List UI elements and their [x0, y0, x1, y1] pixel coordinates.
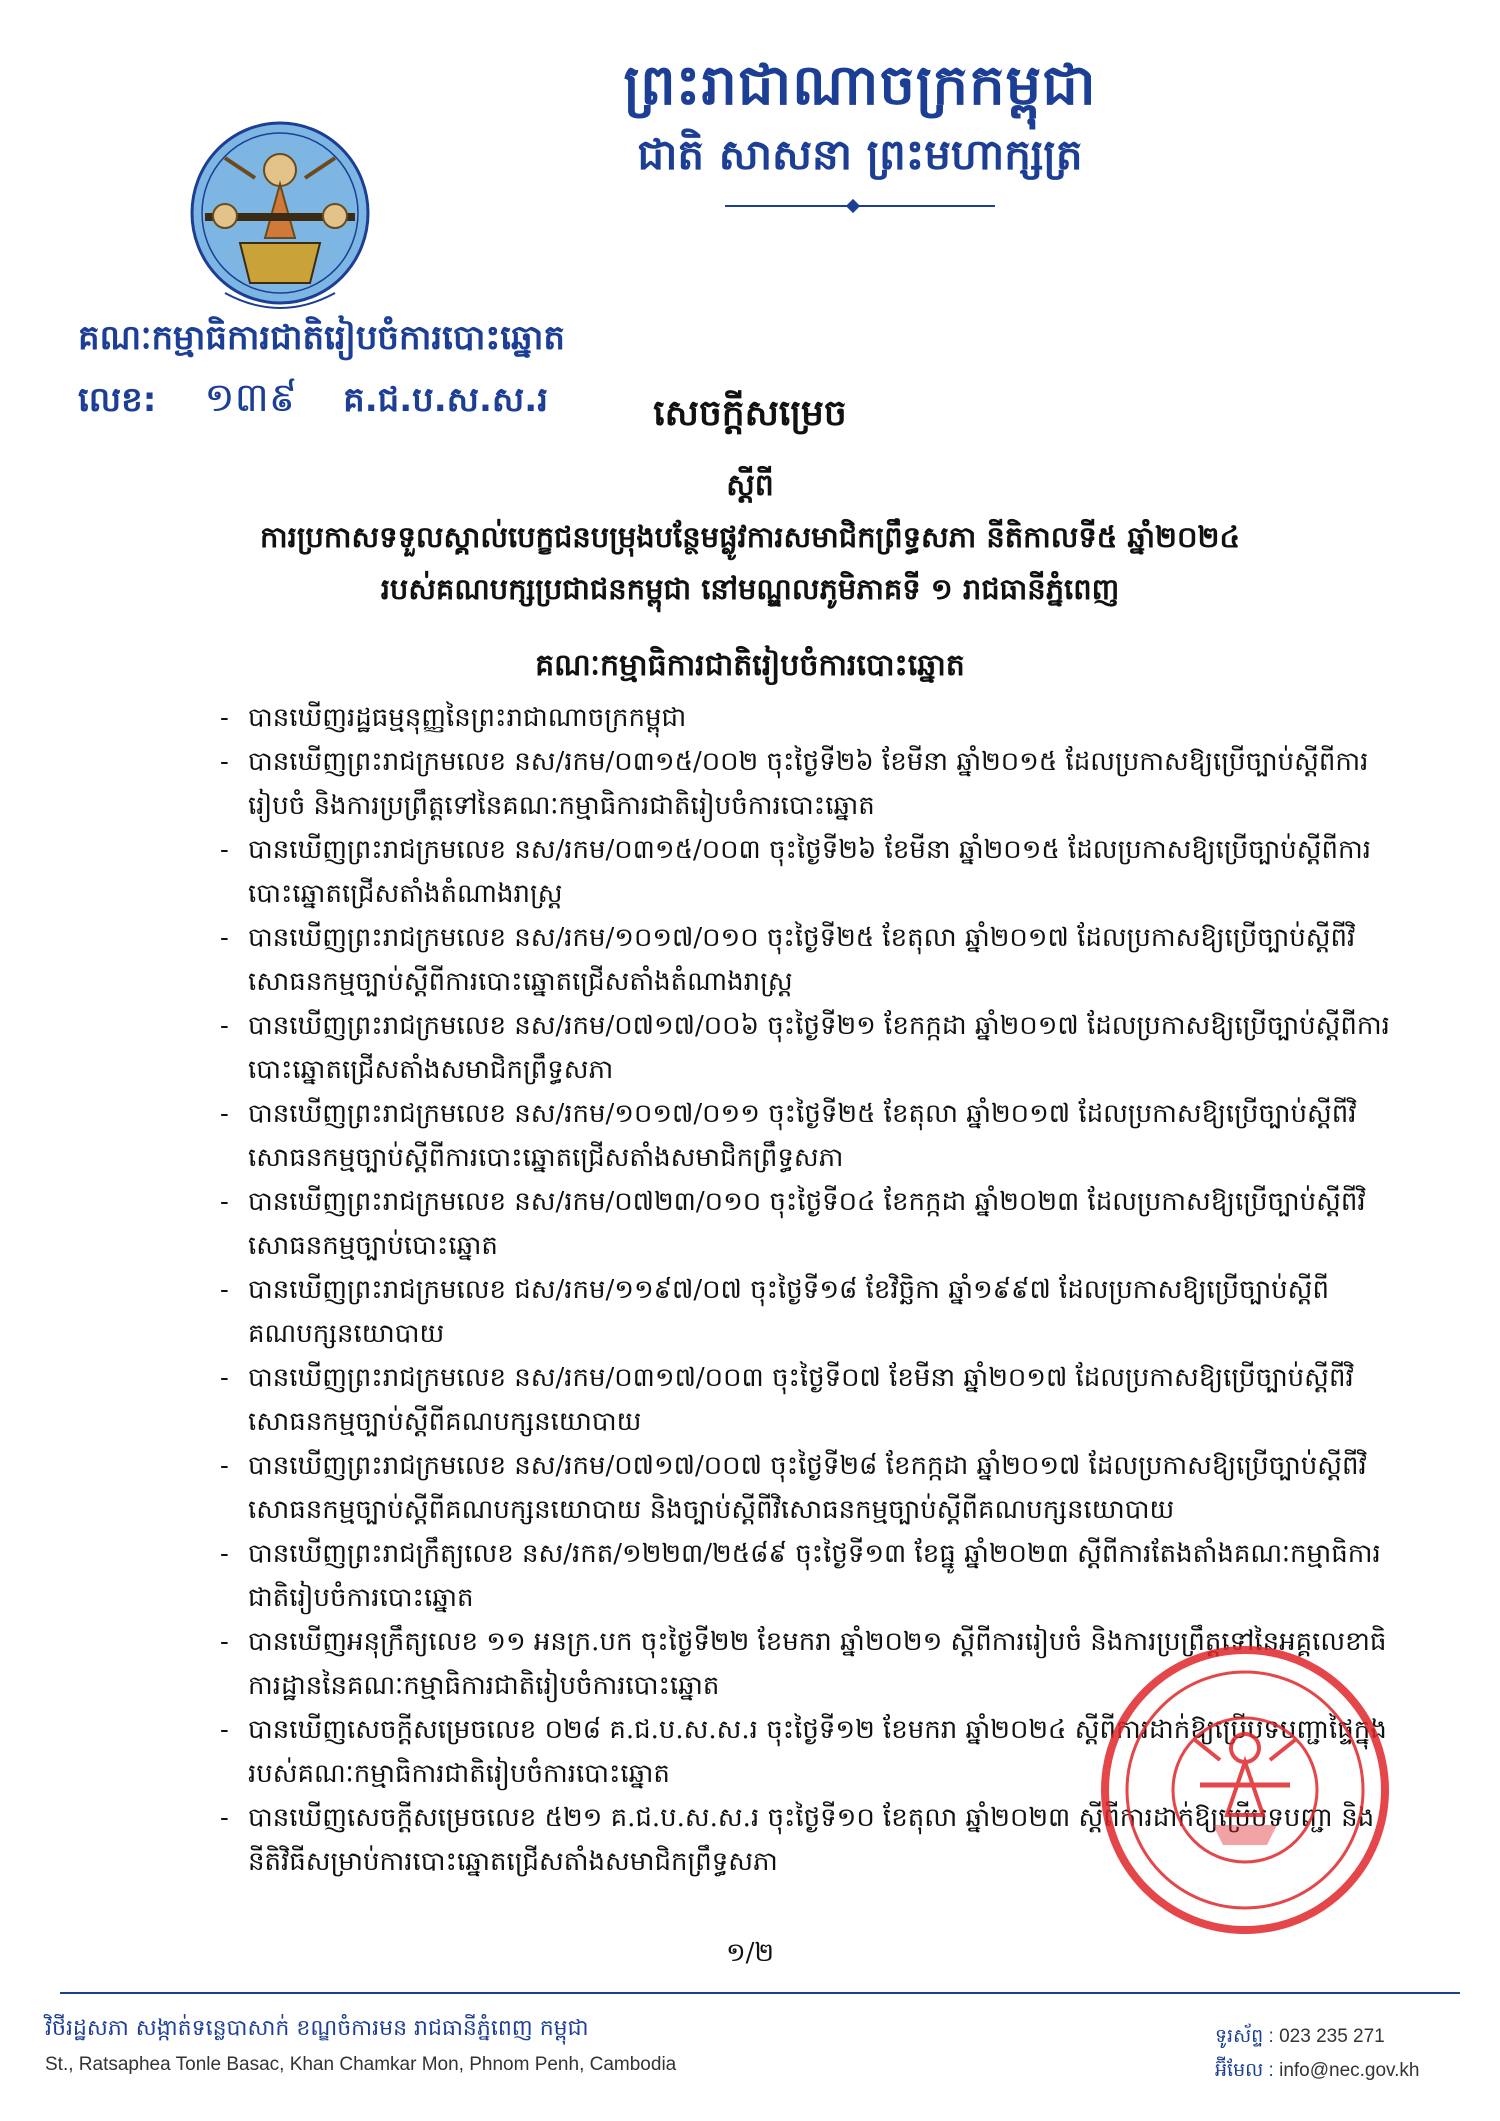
nec-emblem-logo — [185, 118, 375, 328]
list-item: - បានឃើញព្រះរាជក្រមលេខ នស/រកម/០៧២៣/០១០ ចុះថ្ងៃទី០៤ ខែកក្កដា ឆ្នាំ២០២៣ ដែលប្រកាសឱ្យប្រើច្បាប់ស្តីពីវិសោធនកម្មច្បាប់បោះឆ្នោត — [220, 1180, 1390, 1268]
list-item: - បានឃើញព្រះរាជក្រមលេខ ជស/រកម/១១៩៧/០៧ ចុះថ្ងៃទី១៨ ខែវិច្ឆិកា ឆ្នាំ១៩៩៧ ដែលប្រកាសឱ្យប្រើច្បាប់ស្តីពីគណបក្សនយោបាយ — [220, 1268, 1390, 1356]
about-label: ស្តីពី — [726, 468, 774, 503]
list-item: - បានឃើញសេចក្តីសម្រេចលេខ ០២៨ គ.ជ.ប.ស.ស.រ ចុះថ្ងៃទី១២ ខែមករា ឆ្នាំ២០២៤ ស្តីពីការដាក់ឱ្យប្រើបទបញ្ជាផ្ទៃក្នុងរបស់គណៈកម្មាធិការជាតិរៀបចំការបោះឆ្នោត — [220, 1708, 1390, 1796]
authority-heading: គណៈកម្មាធិការជាតិរៀបចំការបោះឆ្នោត — [535, 648, 965, 683]
list-item: - បានឃើញព្រះរាជក្រមលេខ នស/រកម/០៣១៥/០០៣ ចុះថ្ងៃទី២៦ ខែមីនា ឆ្នាំ២០១៥ ដែលប្រកាសឱ្យប្រើច្បាប់ស្តីពីការបោះឆ្នោតជ្រើសតាំងតំណាងរាស្ត្រ — [220, 828, 1390, 916]
contact-block — [1215, 2020, 1420, 2088]
email-link[interactable]: info@nec.gov.kh — [1279, 2060, 1420, 2081]
reference-label: លេខ: — [78, 380, 157, 420]
list-item: - បានឃើញព្រះរាជក្រមលេខ នស/រកម/០៧១៧/០០៧ ចុះថ្ងៃទី២៨ ខែកក្កដា ឆ្នាំ២០១៧ ដែលប្រកាសឱ្យប្រើច្បាប់ស្តីពីវិសោធនកម្មច្បាប់ស្តីពីគណបក្សនយោបាយ និងច្បាប់ស្តីពីវិសោធនកម្មច្បាប់ស្តីពីគណបក្សនយោបាយ — [220, 1444, 1390, 1532]
list-item: - បានឃើញព្រះរាជក្រមលេខ នស/រកម/១០១៧/០១១ ចុះថ្ងៃទី២៥ ខែតុលា ឆ្នាំ២០១៧ ដែលប្រកាសឱ្យប្រើច្បាប់ស្តីពីវិសោធនកម្មច្បាប់ស្តីពីការបោះឆ្នោតជ្រើសតាំងសមាជិកព្រឹទ្ធសភា — [220, 1092, 1390, 1180]
list-item: - បានឃើញព្រះរាជក្រមលេខ នស/រកម/០៣១៥/០០២ ចុះថ្ងៃទី២៦ ខែមីនា ឆ្នាំ២០១៥ ដែលប្រកាសឱ្យប្រើច្បាប់ស្តីពីការរៀបចំ និងការប្រព្រឹត្តទៅនៃគណៈកម្មាធិការជាតិរៀបចំការបោះឆ្នោត — [220, 740, 1390, 828]
subject-line-1: ការប្រកាសទទួលស្គាល់បេក្ខជនបម្រុងបន្ថែមផ្លូវការសមាជិកព្រឹទ្ធសភា នីតិកាលទី៥ ឆ្នាំ២០២៤ — [260, 520, 1240, 554]
subject-line-2: របស់គណបក្សប្រជាជនកម្ពុជា នៅមណ្ឌលភូមិភាគទី ១ រាជធានីភ្នំពេញ — [380, 572, 1120, 606]
footer-divider — [60, 1992, 1460, 1994]
official-seal-stamp — [1095, 1640, 1395, 1940]
list-item: - បានឃើញព្រះរាជក្រមលេខ នស/រកម/១០១៧/០១០ ចុះថ្ងៃទី២៥ ខែតុលា ឆ្នាំ២០១៧ ដែលប្រកាសឱ្យប្រើច្បាប់ស្តីពីវិសោធនកម្មច្បាប់ស្តីពីការបោះឆ្នោតជ្រើសតាំងតំណាងរាស្ត្រ — [220, 916, 1390, 1004]
phone-label: ទូរស័ព្ទ : — [1215, 2026, 1274, 2047]
list-item: - បានឃើញព្រះរាជក្រមលេខ នស/រកម/០៧១៧/០០៦ ចុះថ្ងៃទី២១ ខែកក្កដា ឆ្នាំ២០១៧ ដែលប្រកាសឱ្យប្រើច្បាប់ស្តីពីការបោះឆ្នោតជ្រើសតាំងសមាជិកព្រឹទ្ធសភា — [220, 1004, 1390, 1092]
list-item: - បានឃើញសេចក្តីសម្រេចលេខ ៥២១ គ.ជ.ប.ស.ស.រ ចុះថ្ងៃទី១០ ខែតុលា ឆ្នាំ២០២៣ ស្តីពីការដាក់ឱ្យប្រើបទបញ្ជា និងនីតិវិធីសម្រាប់ការបោះឆ្នោតជ្រើសតាំងសមាជិកព្រឹទ្ធសភា — [220, 1796, 1390, 1884]
list-item: - បានឃើញព្រះរាជក្រឹត្យលេខ នស/រកត/១២២៣/២៥៨៩ ចុះថ្ងៃទី១៣ ខែធ្នូ ឆ្នាំ២០២៣ ស្តីពីការតែងតាំងគណៈកម្មាធិការជាតិរៀបចំការបោះឆ្នោត — [220, 1532, 1390, 1620]
page-number: ១/២ — [725, 1938, 775, 1968]
address-english: St., Ratsaphea Tonle Basac, Khan Chamkar Mon, Phnom Penh, Cambodia — [45, 2054, 677, 2075]
phone-row — [1215, 2020, 1420, 2054]
list-item: - បានឃើញអនុក្រឹត្យលេខ ១១ អនក្រ.បក ចុះថ្ងៃទី២២ ខែមករា ឆ្នាំ២០២១ ស្តីពីការរៀបចំ និងការប្រព្រឹត្តទៅនៃអគ្គលេខាធិការដ្ឋាននៃគណៈកម្មាធិការជាតិរៀបចំការបោះឆ្នោត — [220, 1620, 1390, 1708]
phone-number: 023 235 271 — [1279, 2026, 1385, 2047]
list-item: - បានឃើញព្រះរាជក្រមលេខ នស/រកម/០៣១៧/០០៣ ចុះថ្ងៃទី០៧ ខែមីនា ឆ្នាំ២០១៧ ដែលប្រកាសឱ្យប្រើច្បាប់ស្តីពីវិសោធនកម្មច្បាប់ស្តីពីគណបក្សនយោបាយ — [220, 1356, 1390, 1444]
issuer-name: គណៈកម្មាធិការជាតិរៀបចំការបោះឆ្នោត — [78, 318, 566, 358]
reference-suffix: គ.ជ.ប.ស.ស.រ — [343, 380, 548, 420]
kingdom-heading: ព្រះរាជាណាចក្រកម្ពុជា — [623, 52, 1097, 118]
reference-number: ១៣៩ — [204, 375, 298, 421]
national-motto: ជាតិ សាសនា ព្រះមហាក្សត្រ — [637, 130, 1083, 179]
address-khmer: វិថីរដ្ឋសភា សង្កាត់ទន្លេបាសាក់ ខណ្ឌចំការមន រាជធានីភ្នំពេញ កម្ពុជា — [45, 2016, 589, 2041]
email-label: អ៊ីមែល : — [1215, 2060, 1274, 2081]
motto-divider — [725, 205, 995, 207]
email-row — [1215, 2054, 1420, 2088]
list-item: - បានឃើញរដ្ឋធម្មនុញ្ញនៃព្រះរាជាណាចក្រកម្ពុជា — [220, 696, 1390, 740]
document-type-title: សេចក្តីសម្រេច — [653, 392, 847, 434]
